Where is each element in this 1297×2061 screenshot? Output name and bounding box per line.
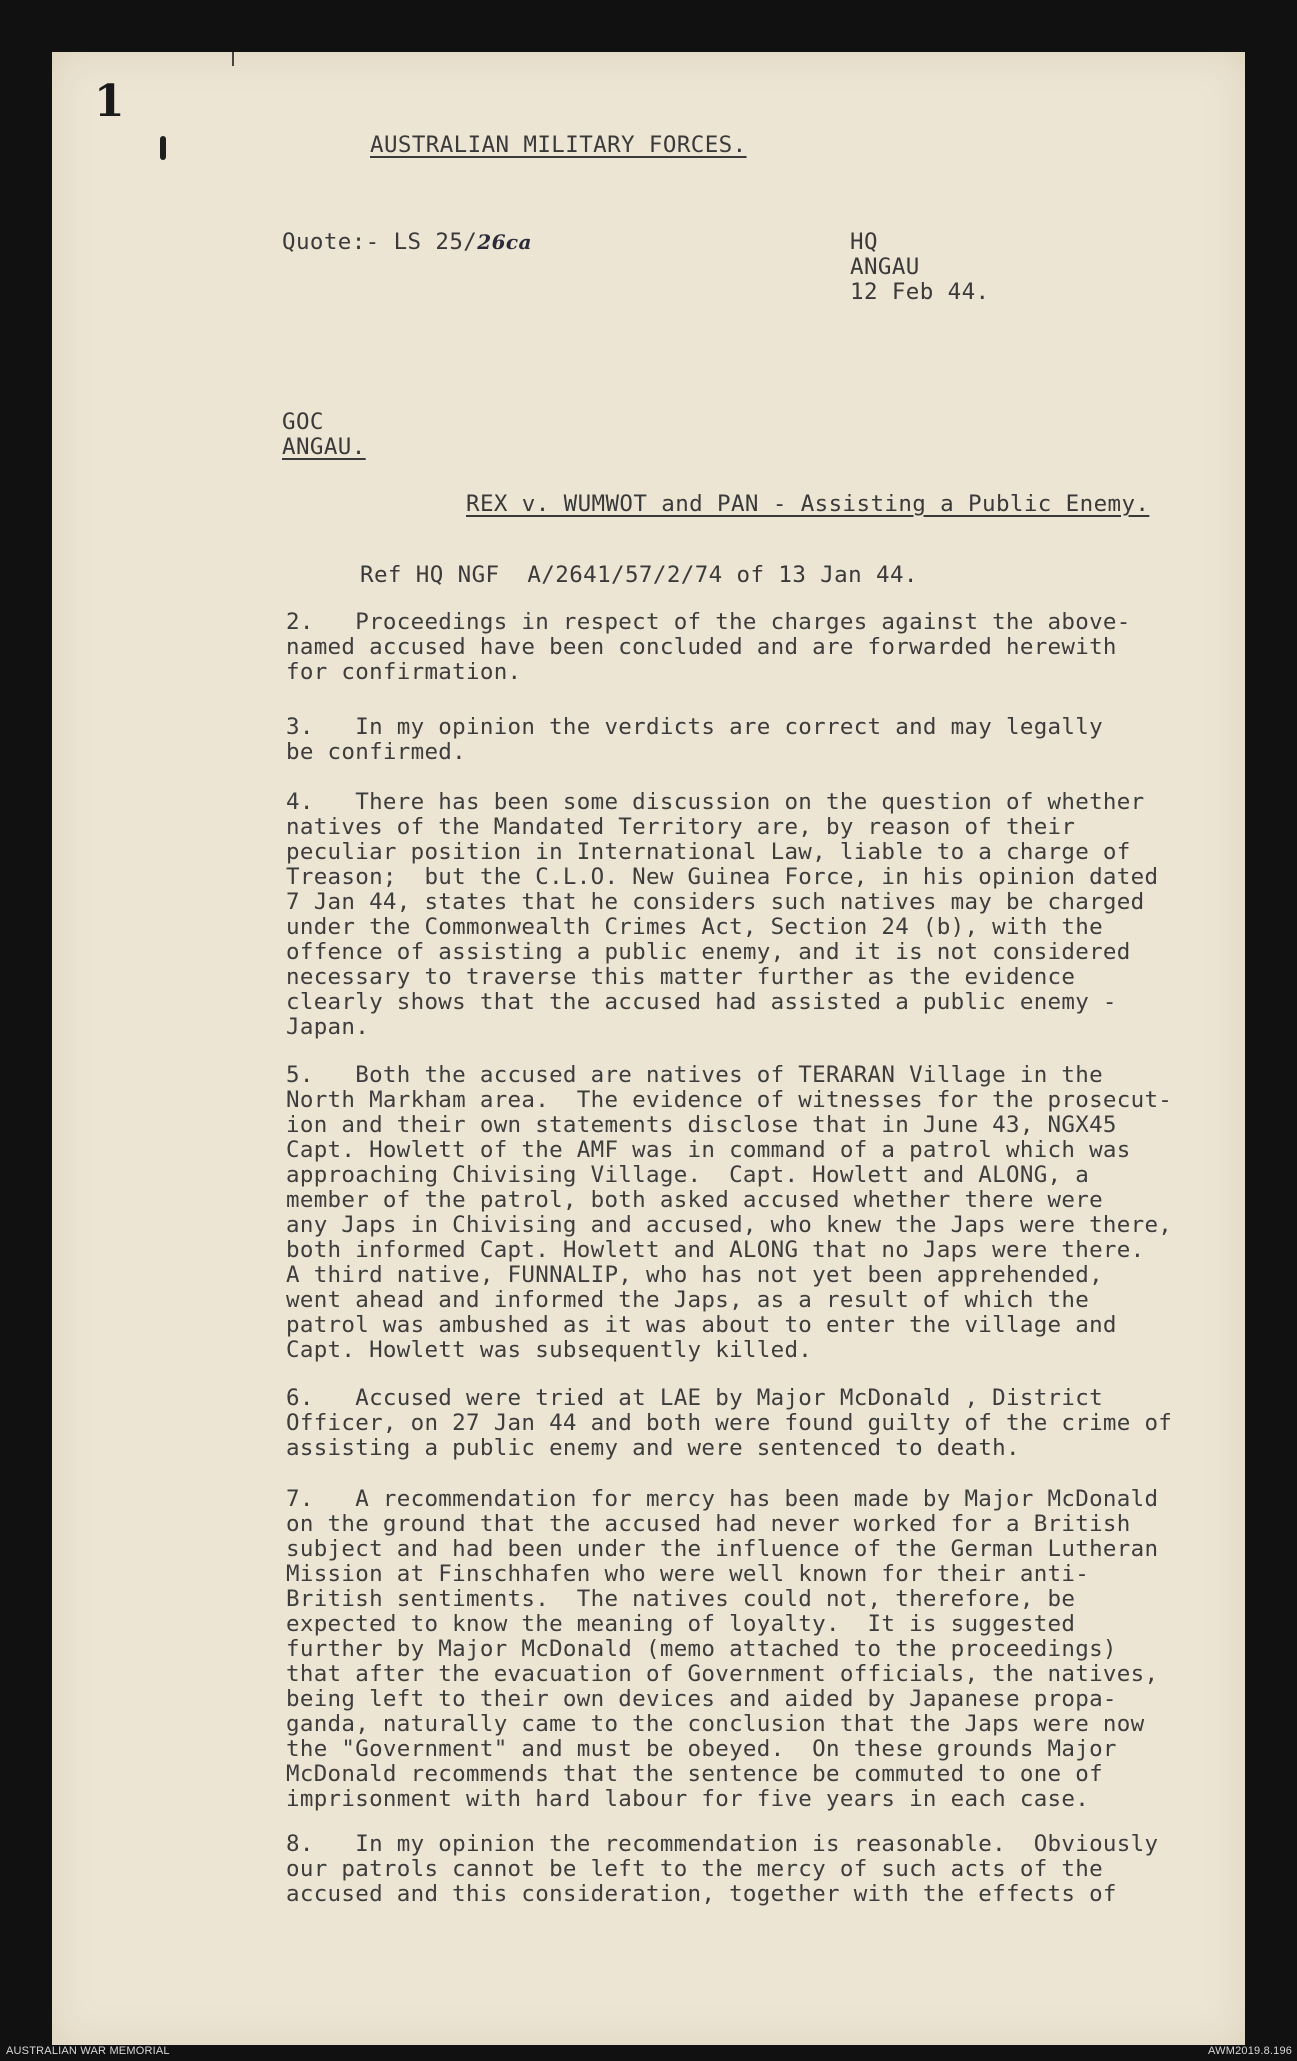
footer-right: AWM2019.8.196 bbox=[1208, 2045, 1293, 2057]
paragraph-8 bbox=[286, 1832, 1158, 1907]
paragraph-line: assisting a public enemy and were sentenced to death. bbox=[286, 1435, 1020, 1461]
paragraph-line: ion and their own statements disclose that in June 43, NGX45 bbox=[286, 1112, 1117, 1138]
document-title: AUSTRALIAN MILITARY FORCES. bbox=[370, 132, 747, 158]
paragraph-line: accused and this consideration, together with the effects of bbox=[286, 1881, 1117, 1907]
paragraph-line: any Japs in Chivising and accused, who knew the Japs were there, bbox=[286, 1212, 1173, 1238]
hq-line-2: ANGAU bbox=[850, 254, 920, 280]
paragraph-line: be confirmed. bbox=[286, 739, 466, 765]
footer-left: AUSTRALIAN WAR MEMORIAL bbox=[6, 2045, 170, 2057]
paragraph-line: imprisonment with hard labour for five years in each case. bbox=[286, 1786, 1090, 1812]
paragraph-line: 2. Proceedings in respect of the charges against the above- bbox=[286, 609, 1131, 635]
ink-tick bbox=[232, 52, 234, 66]
paragraph-line: Officer, on 27 Jan 44 and both were found guilty of the crime of bbox=[286, 1410, 1173, 1436]
paragraph-line: named accused have been concluded and are forwarded herewith bbox=[286, 634, 1117, 660]
paragraph-line: 7. A recommendation for mercy has been made by Major McDonald bbox=[286, 1486, 1159, 1512]
paragraph-line: British sentiments. The natives could not, therefore, be bbox=[286, 1586, 1076, 1612]
paragraph-line: both informed Capt. Howlett and ALONG that no Japs were there. bbox=[286, 1237, 1145, 1263]
paragraph-line: offence of assisting a public enemy, and it is not considered bbox=[286, 939, 1131, 965]
quote-label: Quote:- LS 25/ bbox=[282, 229, 478, 255]
paragraph-line: approaching Chivising Village. Capt. Howlett and ALONG, a bbox=[286, 1162, 1090, 1188]
paragraph-line: Treason; but the C.L.O. New Guinea Force, in his opinion dated bbox=[286, 864, 1159, 890]
paragraph-line: being left to their own devices and aided by Japanese propa- bbox=[286, 1686, 1117, 1712]
paragraph-line: North Markham area. The evidence of witnesses for the prosecut- bbox=[286, 1087, 1173, 1113]
paragraph-line: Mission at Finschhafen who were well known for their anti- bbox=[286, 1561, 1090, 1587]
page-number-mark: 1 bbox=[94, 76, 125, 127]
paragraph-line: clearly shows that the accused had assisted a public enemy - bbox=[286, 989, 1117, 1015]
paragraph-line: our patrols cannot be left to the mercy of such acts of the bbox=[286, 1856, 1103, 1882]
paragraph-line: Japan. bbox=[286, 1014, 370, 1040]
paragraph-line: further by Major McDonald (memo attached to the proceedings) bbox=[286, 1636, 1117, 1662]
paragraph-line: 5. Both the accused are natives of TERARAN Village in the bbox=[286, 1062, 1103, 1088]
subject-line: REX v. WUMWOT and PAN - Assisting a Public Enemy. bbox=[466, 491, 1150, 517]
paragraph-line: that after the evacuation of Government officials, the natives, bbox=[286, 1661, 1159, 1687]
letter-date: 12 Feb 44. bbox=[850, 279, 990, 305]
paragraph-line: McDonald recommends that the sentence be commuted to one of bbox=[286, 1761, 1103, 1787]
handwritten-reference: 26ca bbox=[477, 230, 532, 254]
paragraph-line: necessary to traverse this matter further as the evidence bbox=[286, 964, 1076, 990]
paragraph-line: Capt. Howlett of the AMF was in command of a patrol which was bbox=[286, 1137, 1131, 1163]
paragraph-line: expected to know the meaning of loyalty. It is suggested bbox=[286, 1611, 1076, 1637]
paragraph-line: the "Government" and must be obeyed. On these grounds Major bbox=[286, 1736, 1117, 1762]
paragraph-7 bbox=[286, 1487, 1158, 1812]
paragraph-6 bbox=[286, 1386, 1172, 1461]
paragraph-line: Capt. Howlett was subsequently killed. bbox=[286, 1337, 813, 1363]
paragraph-line: on the ground that the accused had never worked for a British bbox=[286, 1511, 1131, 1537]
paragraph-line: member of the patrol, both asked accused whether there were bbox=[286, 1187, 1103, 1213]
paragraph-line: 3. In my opinion the verdicts are correct and may legally bbox=[286, 714, 1103, 740]
quote-reference bbox=[282, 230, 532, 255]
paragraph-5 bbox=[286, 1063, 1172, 1363]
paragraph-line: for confirmation. bbox=[286, 659, 522, 685]
paragraph-line: went ahead and informed the Japs, as a result of which the bbox=[286, 1287, 1090, 1313]
paragraph-3 bbox=[286, 715, 1103, 765]
paragraph-line: ganda, naturally came to the conclusion that the Japs were now bbox=[286, 1711, 1145, 1737]
paragraph-4 bbox=[286, 790, 1158, 1040]
paragraph-line: 4. There has been some discussion on the question of whether bbox=[286, 789, 1145, 815]
paragraph-line: 6. Accused were tried at LAE by Major McDonald , District bbox=[286, 1385, 1103, 1411]
paragraph-line: peculiar position in International Law, liable to a charge of bbox=[286, 839, 1131, 865]
reference-line: Ref HQ NGF A/2641/57/2/74 of 13 Jan 44. bbox=[360, 562, 918, 588]
paragraph-line: 8. In my opinion the recommendation is reasonable. Obviously bbox=[286, 1831, 1159, 1857]
paragraph-line: subject and had been under the influence of the German Lutheran bbox=[286, 1536, 1159, 1562]
paragraph-line: patrol was ambushed as it was about to enter the village and bbox=[286, 1312, 1117, 1338]
hq-line-1: HQ bbox=[850, 229, 878, 255]
addressee-line-2: ANGAU. bbox=[282, 434, 366, 460]
paragraph-line: natives of the Mandated Territory are, by reason of their bbox=[286, 814, 1076, 840]
addressee-line-1: GOC bbox=[282, 409, 324, 435]
ink-mark bbox=[160, 136, 166, 160]
paragraph-line: A third native, FUNNALIP, who has not yet been apprehended, bbox=[286, 1262, 1103, 1288]
paragraph-line: 7 Jan 44, states that he considers such natives may be charged bbox=[286, 889, 1145, 915]
paragraph-2 bbox=[286, 610, 1131, 685]
paragraph-line: under the Commonwealth Crimes Act, Section 24 (b), with the bbox=[286, 914, 1103, 940]
